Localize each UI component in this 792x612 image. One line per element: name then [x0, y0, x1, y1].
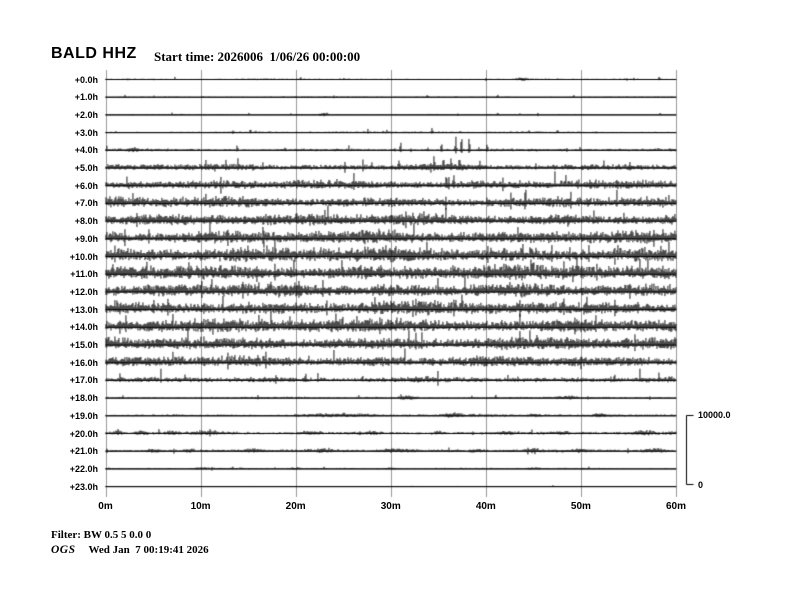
start-time-label: Start time: 2026006 1/06/26 00:00:00 [154, 49, 361, 64]
station-title: BALD HHZ [51, 45, 137, 62]
footer-credit-line [51, 544, 209, 556]
row-label: +15.0h [69, 340, 98, 350]
x-tick-label: 30m [380, 501, 401, 512]
row-label: +23.0h [69, 481, 98, 492]
x-tick-label: 50m [570, 501, 591, 512]
row-label: +22.0h [69, 463, 98, 474]
x-tick-label: 60m [665, 501, 686, 512]
x-tick-label: 40m [475, 501, 496, 512]
row-label: +17.0h [69, 375, 98, 386]
row-label: +21.0h [69, 446, 98, 457]
row-label: +11.0h [70, 269, 98, 280]
row-label: +13.0h [69, 304, 98, 315]
row-label: +0.0h [74, 74, 98, 85]
row-label: +6.0h [74, 180, 98, 191]
generated-timestamp: Wed Jan 7 00:19:41 2026 [88, 544, 209, 556]
x-tick-label: 0m [98, 501, 113, 512]
row-label: +10.0h [69, 251, 98, 262]
row-label: +18.0h [69, 393, 98, 404]
x-tick-label: 20m [285, 501, 306, 512]
scale-min-label: 0 [698, 480, 704, 490]
row-label: +14.0h [69, 322, 98, 333]
row-label: +4.0h [74, 145, 98, 156]
row-label: +16.0h [69, 357, 98, 368]
agency-label: OGS [51, 544, 76, 556]
row-label: +8.0h [74, 216, 98, 227]
row-label: +3.0h [74, 127, 98, 138]
row-label: +5.0h [74, 163, 98, 173]
filter-info-label: Filter: BW 0.5 5 0.0 0 [51, 529, 152, 541]
row-label: +7.0h [74, 198, 98, 209]
row-label: +19.0h [69, 410, 98, 421]
row-label: +12.0h [69, 286, 98, 297]
x-tick-label: 10m [190, 501, 211, 512]
scale-max-label: 10000.0 [698, 410, 731, 420]
row-label: +20.0h [69, 428, 98, 439]
row-label: +2.0h [74, 109, 98, 120]
row-label: +1.0h [74, 92, 98, 103]
row-label: +9.0h [74, 233, 98, 244]
